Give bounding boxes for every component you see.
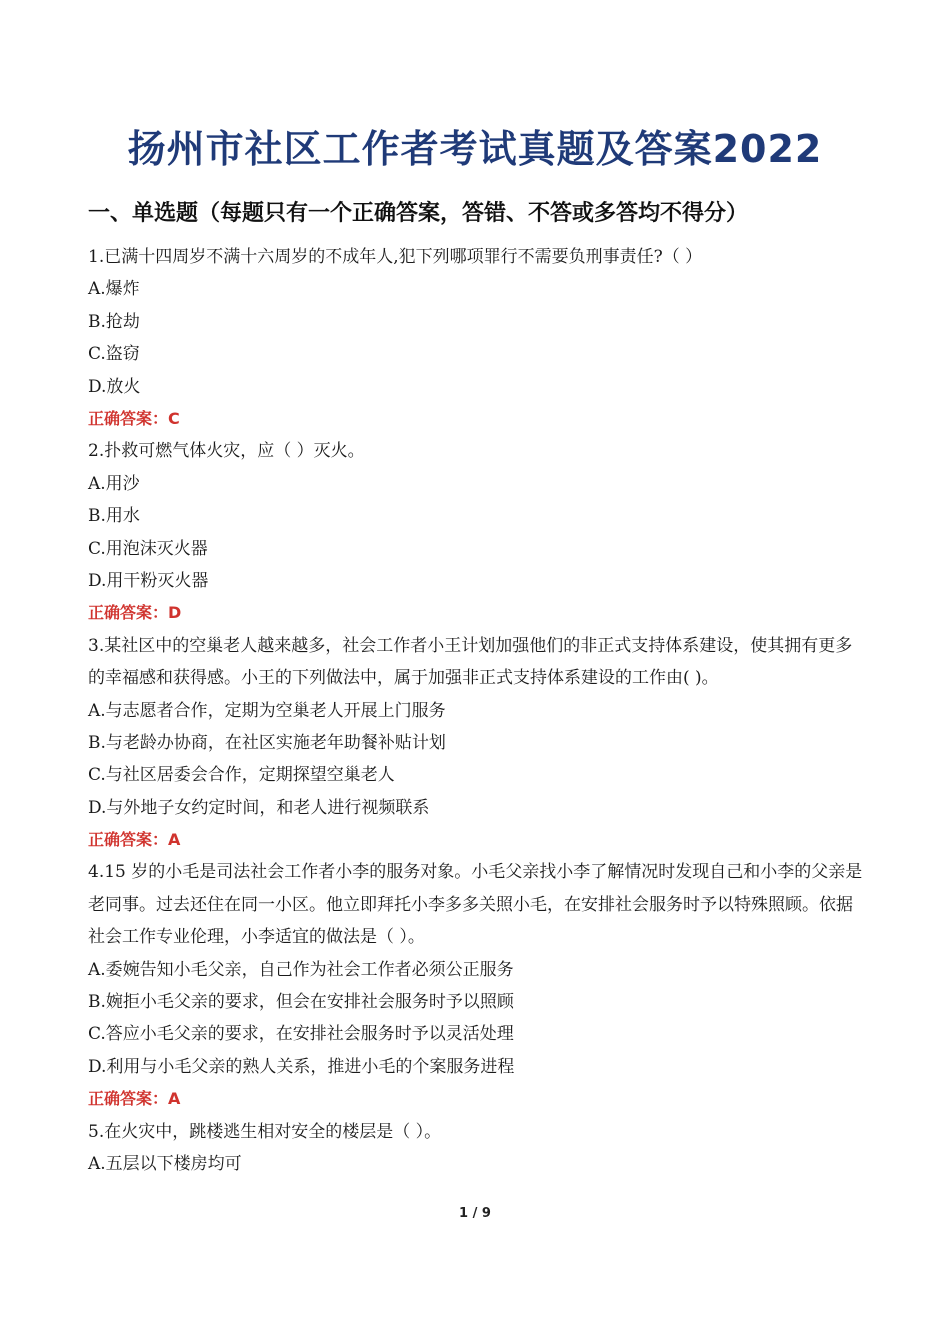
- option-a: A.委婉告知小毛父亲，自己作为社会工作者必须公正服务: [88, 959, 514, 980]
- option-b: B.婉拒小毛父亲的要求，但会在安排社会服务时予以照顾: [88, 992, 514, 1013]
- option-b: B.用水: [88, 506, 140, 527]
- question-text: 4.15 岁的小毛是司法社会工作者小李的服务对象。小毛父亲找小李了解情况时发现自己和小李的父亲是老同事。过去还住在同一小区。他立即拜托小李多多关照小毛，在安排社会服务时予以特殊照顾。依据社会工作专业伦理，小李适宜的做法是（ ）。: [88, 862, 863, 948]
- option-b: B.抢劫: [88, 311, 140, 332]
- question-text: 2.扑救可燃气体火灾，应（ ）灭火。: [88, 441, 365, 462]
- section-heading: 一、单选题（每题只有一个正确答案，答错、不答或多答均不得分）: [88, 201, 749, 226]
- correct-answer: 正确答案：C: [88, 408, 180, 428]
- correct-answer: 正确答案：A: [88, 830, 181, 850]
- question-1: [88, 241, 863, 435]
- correct-answer: 正确答案：A: [88, 1089, 181, 1109]
- question-3: [88, 630, 863, 857]
- question-text: 3.某社区中的空巢老人越来越多，社会工作者小王计划加强他们的非正式支持体系建设，使其拥有更多的幸福感和获得感。小王的下列做法中，属于加强非正式支持体系建设的工作由( )。: [88, 635, 853, 689]
- option-a: A.爆炸: [88, 279, 140, 300]
- page-number: 1 / 9: [459, 1206, 491, 1221]
- option-a: A.与志愿者合作，定期为空巢老人开展上门服务: [88, 700, 446, 721]
- question-text: 1.已满十四周岁不满十六周岁的不成年人,犯下列哪项罪行不需要负刑事责任?（ ）: [88, 247, 703, 267]
- option-c: C.用泡沫灭火器: [88, 538, 208, 559]
- question-5: [88, 1116, 863, 1181]
- question-text: 5.在火灾中，跳楼逃生相对安全的楼层是（ ）。: [88, 1121, 442, 1142]
- option-a: A.五层以下楼房均可: [88, 1154, 242, 1175]
- question-list: [88, 241, 863, 1180]
- option-c: C.盗窃: [88, 344, 140, 365]
- question-2: [88, 435, 863, 629]
- option-c: C.与社区居委会合作，定期探望空巢老人: [88, 765, 395, 786]
- option-d: D.利用与小毛父亲的熟人关系，推进小毛的个案服务进程: [88, 1056, 515, 1077]
- option-d: D.与外地子女约定时间，和老人进行视频联系: [88, 797, 430, 818]
- option-d: D.放火: [88, 376, 141, 397]
- option-d: D.用干粉灭火器: [88, 570, 209, 591]
- correct-answer: 正确答案：D: [88, 603, 182, 623]
- option-b: B.与老龄办协商，在社区实施老年助餐补贴计划: [88, 732, 446, 753]
- document-title: 扬州市社区工作者考试真题及答案2022: [127, 127, 823, 171]
- question-4: [88, 856, 863, 1115]
- option-a: A.用沙: [88, 473, 140, 494]
- option-c: C.答应小毛父亲的要求，在安排社会服务时予以灵活处理: [88, 1024, 514, 1045]
